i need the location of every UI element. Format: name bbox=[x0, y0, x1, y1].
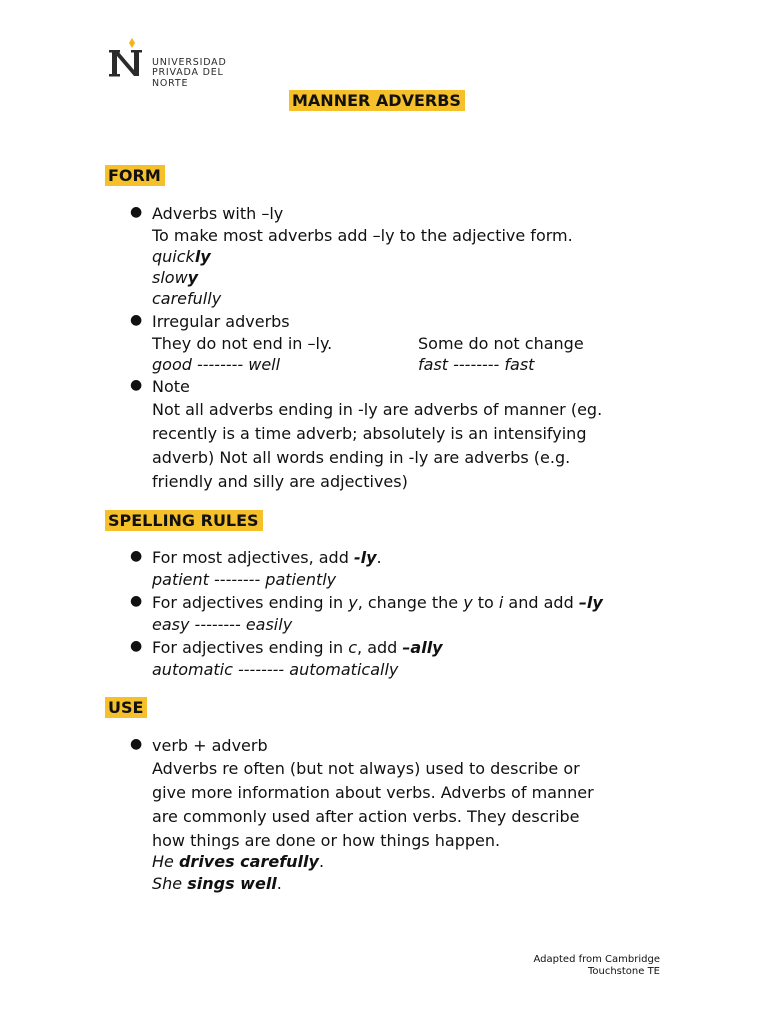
section-heading-spelling: SPELLING RULES bbox=[105, 511, 263, 531]
use-line: how things are done or how things happen. bbox=[152, 831, 501, 850]
example-patiently: patient -------- patiently bbox=[152, 570, 337, 589]
footer-line: Adapted from Cambridge bbox=[533, 954, 660, 965]
bullet-title-verb-adverb: verb + adverb bbox=[152, 736, 268, 755]
example-sings-well: She sings well. bbox=[152, 874, 282, 893]
bullet-dot: ● bbox=[130, 548, 143, 564]
example-carefully: carefully bbox=[152, 289, 222, 308]
irregular-col2: Some do not change bbox=[418, 334, 584, 353]
logo-text-private-north: PRIVADA DEL NORTE bbox=[152, 67, 224, 89]
spelling-rule-1: For most adjectives, add -ly. bbox=[152, 548, 382, 567]
example-quickly: quickly bbox=[152, 247, 211, 266]
use-line: Adverbs re often (but not always) used to describe or bbox=[152, 759, 580, 778]
irregular-col1: They do not end in –ly. bbox=[152, 334, 333, 353]
bullet-title-note: Note bbox=[152, 377, 190, 396]
spelling-rule-3: For adjectives ending in c, add –ally bbox=[152, 638, 443, 657]
note-line: friendly and silly are adjectives) bbox=[152, 472, 408, 491]
bullet-dot: ● bbox=[130, 312, 143, 328]
bullet-dot: ● bbox=[130, 377, 143, 393]
bullet-dot: ● bbox=[130, 204, 143, 220]
example-slowly: slowy bbox=[152, 268, 199, 287]
example-easily: easy -------- easily bbox=[152, 615, 293, 634]
note-line: Not all adverbs ending in -ly are adverbs of manner (eg. bbox=[152, 400, 603, 419]
bullet-dot: ● bbox=[130, 736, 143, 752]
section-heading-form: FORM bbox=[105, 166, 165, 186]
page-title: MANNER ADVERBS bbox=[289, 91, 465, 111]
university-logo bbox=[108, 36, 258, 89]
note-line: recently is a time adverb; absolutely is an intensifying bbox=[152, 424, 587, 443]
footer-line: Touchstone TE bbox=[587, 966, 660, 977]
example-good-well: good -------- well bbox=[152, 355, 281, 374]
logo-text-university: UNIVERSIDAD bbox=[152, 57, 227, 68]
note-line: adverb) Not all words ending in -ly are adverbs (e.g. bbox=[152, 448, 571, 467]
section-heading-use: USE bbox=[105, 698, 147, 718]
footer-credit bbox=[534, 954, 660, 978]
example-fast-fast: fast -------- fast bbox=[418, 355, 535, 374]
bullet-dot: ● bbox=[130, 638, 143, 654]
form-desc: To make most adverbs add –ly to the adjective form. bbox=[152, 226, 573, 245]
bullet-title-irregular: Irregular adverbs bbox=[152, 312, 290, 331]
bullet-title-adverbs-ly: Adverbs with –ly bbox=[152, 204, 284, 223]
example-drives-carefully: He drives carefully. bbox=[152, 852, 325, 871]
example-automatically: automatic -------- automatically bbox=[152, 660, 399, 679]
use-line: are commonly used after action verbs. They describe bbox=[152, 807, 580, 826]
use-line: give more information about verbs. Adverbs of manner bbox=[152, 783, 594, 802]
spelling-rule-2: For adjectives ending in y, change the y to i and add –ly bbox=[152, 593, 603, 612]
upn-logo-icon bbox=[108, 36, 148, 80]
bullet-dot: ● bbox=[130, 593, 143, 609]
